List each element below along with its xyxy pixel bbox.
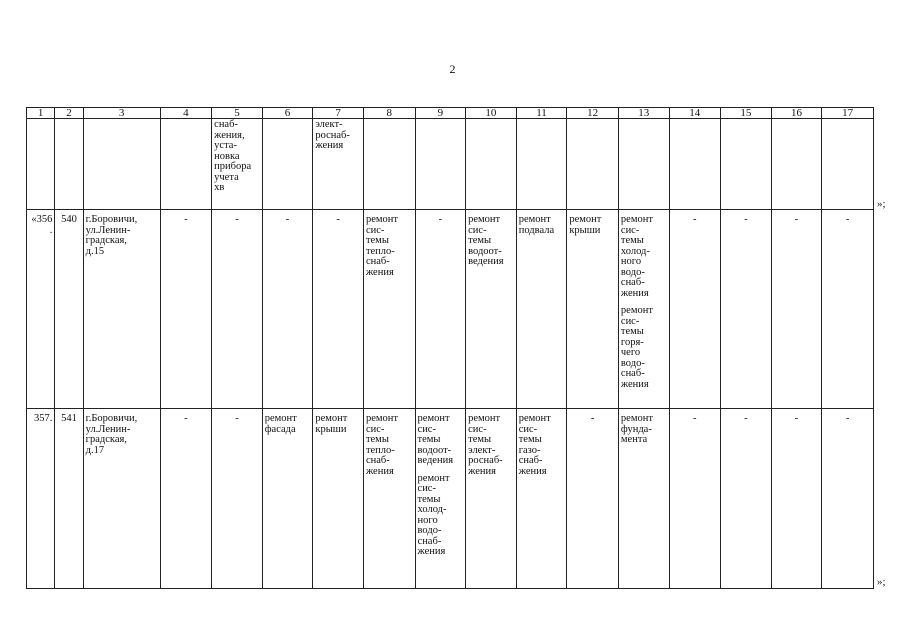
column-number: 15 — [721, 108, 772, 119]
table-cell — [567, 409, 619, 589]
header-row — [27, 108, 874, 119]
cell-text: ремонт сис- темы водоот- ведения — [417, 413, 454, 466]
cell-text: ремонт сис- темы газо- снаб- жения — [518, 413, 551, 477]
cell-text: - — [744, 413, 748, 424]
column-number: 13 — [618, 108, 669, 119]
cell-text: ремонт сис- темы холод- ного водо- снаб- жения — [620, 214, 653, 299]
table-row — [27, 119, 874, 210]
cell-text: ремонт сис- темы холод- ного водо- снаб- жения — [417, 472, 450, 557]
table-cell — [415, 409, 466, 589]
table-cell — [262, 210, 313, 409]
closing-mark-row-357: »; — [877, 576, 886, 588]
cell-text: - — [794, 413, 799, 424]
column-number: 11 — [516, 108, 567, 119]
cell-text: г.Боровичи, ул.Ленин- градская, д.17 — [85, 413, 138, 456]
table-cell — [363, 119, 415, 210]
table-cell — [83, 210, 160, 409]
table-cell — [83, 119, 160, 210]
cell-text: - — [590, 413, 595, 424]
cell-text: 540 — [61, 214, 77, 225]
cell-text: г.Боровичи, ул.Ленин- градская, д.15 — [85, 214, 138, 257]
table-cell — [212, 119, 263, 210]
table-cell — [771, 119, 822, 210]
table-cell — [822, 409, 874, 589]
table-cell — [313, 119, 364, 210]
cell-text: - — [184, 214, 188, 225]
table-cell — [618, 119, 669, 210]
table-cell — [771, 409, 822, 589]
cell-text: - — [693, 413, 697, 424]
cell-text: ремонт фасада — [264, 413, 297, 435]
table-cell — [55, 409, 83, 589]
table-cell — [27, 210, 55, 409]
table-cell — [83, 409, 160, 589]
column-number: 10 — [466, 108, 517, 119]
table-cell — [55, 210, 83, 409]
table-cell — [618, 210, 669, 409]
cell-text: ремонт сис- темы тепло- снаб- жения — [365, 413, 398, 477]
cell-text: ремонт фунда- мента — [620, 413, 653, 445]
table-row — [27, 210, 874, 409]
table-cell — [721, 409, 772, 589]
table-cell — [363, 210, 415, 409]
column-number: 6 — [262, 108, 313, 119]
table-cell — [516, 409, 567, 589]
cell-text: ремонт сис- темы элект- роснаб- жения — [468, 413, 503, 477]
column-number: 14 — [669, 108, 721, 119]
repair-schedule-table — [26, 107, 874, 589]
table-cell — [721, 210, 772, 409]
table-cell — [567, 210, 619, 409]
column-number: 8 — [363, 108, 415, 119]
table-cell — [212, 409, 263, 589]
table-cell — [618, 409, 669, 589]
cell-text: элект- роснаб- жения — [315, 119, 350, 151]
closing-mark-row-356: »; — [877, 198, 886, 210]
table-cell — [160, 119, 212, 210]
cell-text: ремонт сис- темы водоот- ведения — [468, 214, 504, 267]
table-cell — [669, 409, 721, 589]
page-number: 2 — [449, 62, 456, 76]
table-cell — [313, 210, 364, 409]
cell-text: 541 — [61, 413, 77, 424]
cell-text: - — [845, 413, 850, 424]
table-cell — [55, 119, 83, 210]
table-cell — [669, 210, 721, 409]
table-cell — [160, 210, 212, 409]
column-number: 4 — [160, 108, 212, 119]
cell-text: ремонт подвала — [518, 214, 555, 236]
table-cell — [771, 210, 822, 409]
table-cell — [516, 119, 567, 210]
table-cell — [822, 210, 874, 409]
cell-text: - — [744, 214, 748, 225]
table-cell — [466, 409, 517, 589]
column-number: 17 — [822, 108, 874, 119]
table-cell — [262, 119, 313, 210]
column-number: 2 — [55, 108, 83, 119]
column-number: 7 — [313, 108, 364, 119]
cell-text: - — [794, 214, 799, 225]
table-cell — [27, 409, 55, 589]
cell-text: - — [235, 413, 239, 424]
cell-text: - — [693, 214, 697, 225]
cell-text: ремонт сис- темы горя- чего водо- снаб- жения — [620, 305, 653, 390]
column-number: 16 — [771, 108, 822, 119]
table-cell — [313, 409, 364, 589]
cell-text: - — [285, 214, 290, 225]
table-cell — [415, 210, 466, 409]
table-cell — [160, 409, 212, 589]
table-cell — [212, 210, 263, 409]
cell-text: 357. — [33, 413, 53, 424]
table-cell — [363, 409, 415, 589]
cell-text: ремонт крыши — [315, 413, 348, 435]
column-number: 9 — [415, 108, 466, 119]
table-cell — [415, 119, 466, 210]
table-cell — [262, 409, 313, 589]
table-cell — [567, 119, 619, 210]
table-cell — [516, 210, 567, 409]
table-cell — [822, 119, 874, 210]
cell-text: снаб- жения, уста- новка прибора учета хв — [214, 119, 252, 193]
cell-text: ремонт крыши — [569, 214, 602, 236]
column-number: 3 — [83, 108, 160, 119]
table-cell — [466, 210, 517, 409]
cell-text: - — [184, 413, 188, 424]
column-number: 1 — [27, 108, 55, 119]
table-cell — [466, 119, 517, 210]
column-number: 12 — [567, 108, 619, 119]
cell-text: «356. — [31, 214, 53, 236]
table-cell — [721, 119, 772, 210]
cell-text: - — [438, 214, 443, 225]
table-row — [27, 409, 874, 589]
cell-text: - — [235, 214, 239, 225]
cell-text: - — [336, 214, 340, 225]
cell-text: ремонт сис- темы тепло- снаб- жения — [365, 214, 398, 278]
column-number: 5 — [212, 108, 263, 119]
cell-text: - — [845, 214, 850, 225]
table-cell — [27, 119, 55, 210]
table-cell — [669, 119, 721, 210]
